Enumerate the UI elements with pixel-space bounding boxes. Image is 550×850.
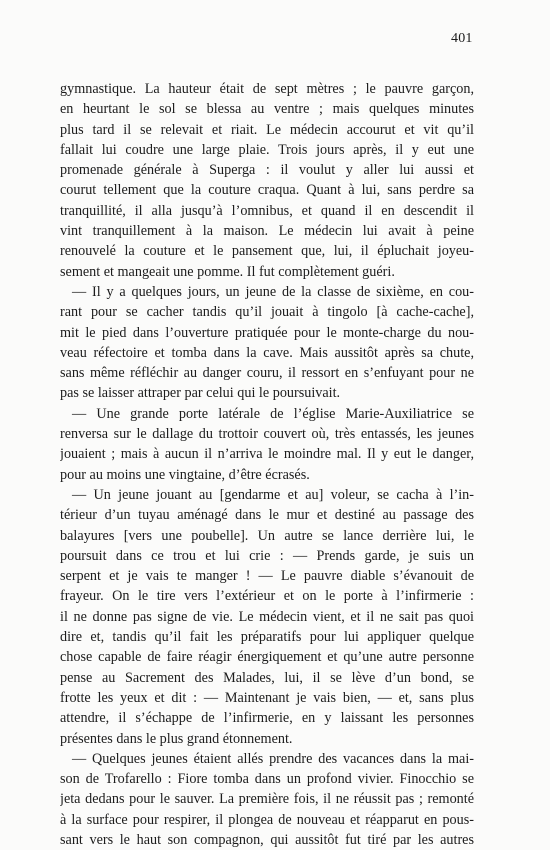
text-line: présentes dans le plus grand étonnement. [60,730,293,747]
text-line: frayeur. On le tire vers l’extérieur et on le porte à l’infirmerie : [60,588,474,605]
text-line: à la surface pour respirer, il plongea de nouveau et réapparut en pous- [60,811,474,828]
text-line: en heurtant le sol se blessa au ventre ; mais quelques minutes [60,101,474,118]
text-line: renversa sur le dallage du trottoir couvert où, très entassés, les jeunes [60,426,474,443]
text-line: il ne donne pas signe de vie. Le médecin vient, et il ne sait pas quoi [60,608,474,625]
text-line: — Quelques jeunes étaient allés prendre des vacances dans la mai- [72,750,474,767]
body-text [60,79,474,850]
text-line: tranquillité, il alla jusqu’à l’omnibus, et quand il en descendit il [60,202,474,219]
text-line: mit le pied dans l’ouverture pratiquée pour le monte-charge du nou- [60,324,474,341]
text-line: — Une grande porte latérale de l’église Marie-Auxiliatrice se [72,405,474,422]
text-line: son de Trofarello : Fiore tomba dans un profond vivier. Finocchio se [60,771,474,788]
text-line: veau réfectoire et tomba dans la cave. Mais aussitôt après sa chute, [60,344,474,361]
text-line: promenade générale à Superga : il voulut y aller lui aussi et [60,162,474,179]
text-line: sans même réfléchir au danger couru, il ressort en s’enfuyant pour ne [60,365,474,382]
text-line: renouvelé la couture et le pansement que, lui, il épluchait joyeu- [60,243,474,260]
text-line: gymnastique. La hauteur était de sept mètres ; le pauvre garçon, [60,81,474,97]
text-line: serpent et je vais te manger ! — Le pauvre diable s’évanouit de [60,568,474,585]
text-line: — Un jeune jouant au [gendarme et au] voleur, se cacha à l’in- [72,486,474,503]
text-line: térieur d’un tuyau aménagé dans le mur et destiné au passage des [60,507,474,524]
text-line: jeta dedans pour le sauver. La première fois, il ne réussit pas ; remonté [60,791,474,808]
text-line: sement et mangeait une pomme. Il fut complètement guéri. [60,263,395,280]
text-line: courut tellement que la couture craqua. Quant à lui, sans perdre sa [60,182,474,199]
page-number: 401 [451,31,473,46]
text-line: fallait lui coudre une large plaie. Trois jours après, il y eut une [60,141,474,158]
text-line: — Il y a quelques jours, un jeune de la classe de sixième, en cou- [72,283,474,300]
text-line: rant pour se cacher tandis qu’il jouait à tingolo [à cache-cache], [60,304,474,321]
text-line: chose capable de faire réagir énergiquement et qu’une autre personne [60,649,474,666]
text-line: pas se laisser attraper par celui qui le poursuivait. [60,385,341,402]
text-line: sant vers le haut son compagnon, qui aussitôt fut tiré par les autres [60,831,474,848]
text-line: jouaient ; mais à aucun il n’arriva le moindre mal. Il y eut le danger, [60,446,474,463]
text-line: frotte les yeux et dit : — Maintenant je vais bien, — et, sans plus [60,689,474,706]
text-line: pense au Sacrement des Malades, lui, il se lève d’un bond, se [60,669,474,686]
text-line: poursuit dans ce trou et lui crie : — Prends garde, je suis un [60,547,474,564]
text-line: balayures [vers une poubelle]. Un autre se lance derrière lui, le [60,527,474,544]
text-line: attendre, il s’échappe de l’infirmerie, en y laissant les personnes [60,710,474,727]
text-line: vint tranquillement à la maison. Le médecin lui avait à peine [60,223,474,240]
text-line: dire et, tandis qu’il fait les préparatifs pour lui appliquer quelque [60,629,474,646]
text-line: plus tard il se relevait et riait. Le médecin accourut et vit qu’il [60,121,474,138]
text-line: pour au moins une vingtaine, d’être écrasés. [60,466,310,483]
